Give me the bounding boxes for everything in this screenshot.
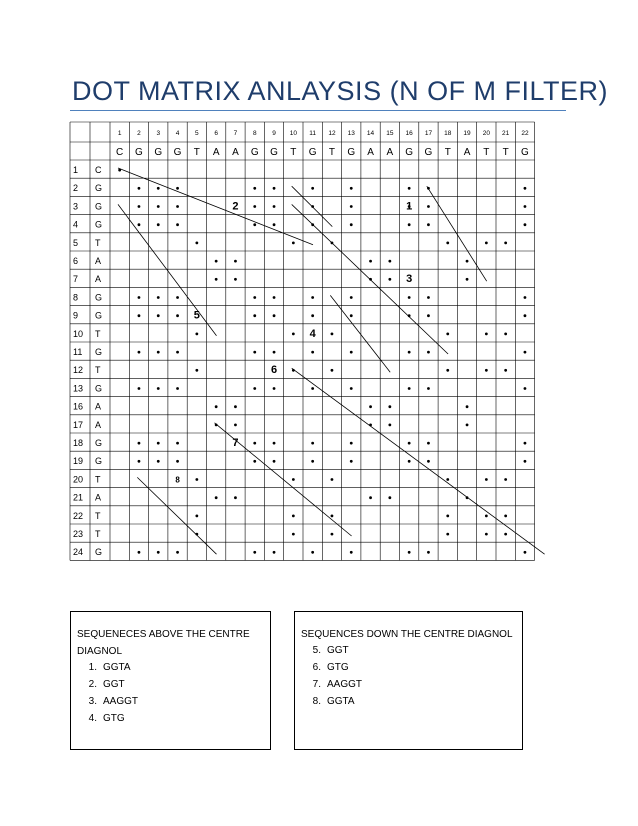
sequence-text: AAGGT [103,696,139,707]
column-number: 7 [233,130,238,137]
match-dot [273,187,276,190]
diagonal-run-line [292,186,333,226]
match-dot [138,296,141,299]
match-dot [524,187,527,190]
match-dot [408,460,411,463]
list-number: 2. [88,679,97,690]
sequence-text: GGT [327,645,349,656]
row-number: 20 [73,474,84,485]
match-dot [388,496,391,499]
sequence-text: GGT [103,679,125,690]
match-dot [253,351,256,354]
column-number: 11 [309,130,317,137]
row-letter: G [95,456,103,467]
column-number: 19 [463,130,471,137]
diagonal-run-line [330,295,390,372]
row-letter: G [95,347,103,357]
match-dot [253,223,256,226]
column-number: 2 [137,130,141,137]
column-number: 21 [502,130,510,137]
match-dot [311,442,314,445]
match-dot [215,278,218,281]
row-letter: T [95,529,101,539]
match-dot [408,296,411,299]
column-number: 13 [347,130,355,137]
match-dot [292,533,295,536]
match-dot [253,296,256,299]
sequences-above-item [71,659,138,676]
match-dot [273,296,276,299]
sequences-below-item [295,659,362,676]
sequences-above-item [71,710,138,727]
row-number: 7 [73,274,79,285]
match-dot [350,460,353,463]
match-dot [253,387,256,390]
match-dot [176,351,179,354]
match-dot [157,223,160,226]
match-dot [157,351,160,354]
match-dot [234,496,237,499]
sequence-text: GGTA [327,696,355,707]
match-dot [176,460,179,463]
column-letter: G [270,147,278,158]
region-label: 5 [193,309,200,322]
row-number: 18 [73,438,84,448]
match-dot [446,242,449,245]
region-label: 7 [232,437,239,449]
row-number: 11 [73,347,83,357]
row-number: 4 [73,219,79,230]
match-dot [524,205,527,208]
column-number: 6 [214,130,218,137]
row-number: 19 [73,456,84,467]
match-dot [331,369,334,372]
match-dot [350,187,353,190]
row-number: 16 [73,401,84,412]
match-dot [466,405,469,408]
column-letter: T [193,147,200,158]
match-dot [138,442,141,445]
list-number: 6. [312,662,321,673]
sequences-below-heading: SEQUENCES DOWN THE CENTRE DIAGNOL [301,629,513,640]
column-letter: T [502,147,509,158]
match-dot [234,424,237,427]
match-dot [157,460,160,463]
column-letter: G [424,147,433,158]
match-dot [524,314,527,317]
match-dot [350,551,353,554]
match-dot [446,533,449,536]
column-number: 8 [252,130,257,137]
sequences-above-item [71,676,138,693]
match-dot [408,551,411,554]
diagonal-run-line [137,477,216,554]
match-dot [350,442,353,445]
match-dot [138,223,141,226]
column-letter: A [463,147,471,158]
match-dot [524,296,527,299]
match-dot [157,387,160,390]
match-dot [273,351,276,354]
region-label: 1 [406,200,413,213]
match-dot [485,515,488,518]
match-dot [369,405,372,408]
match-dot [524,551,527,554]
match-dot [427,460,430,463]
match-dot [176,551,179,554]
match-dot [504,369,507,372]
column-letter: G [521,147,529,158]
match-dot [388,260,391,263]
match-dot [273,205,276,208]
row-letter: A [95,419,102,430]
row-number: 3 [73,201,79,212]
row-number: 12 [73,365,84,376]
match-dot [176,205,179,208]
match-dot [427,551,430,554]
column-letter: T [290,147,297,158]
column-letter: T [444,147,451,158]
column-number: 16 [405,130,413,137]
row-letter: C [95,165,102,175]
column-letter: T [328,147,336,158]
sequences-below-list [295,642,362,710]
column-letter: A [232,147,239,158]
column-number: 3 [156,130,161,137]
diagonal-run-line [427,186,487,281]
match-dot [273,223,276,226]
match-dot [311,314,314,317]
match-dot [369,260,372,263]
match-dot [253,187,256,190]
match-dot [273,442,276,445]
column-number: 20 [482,130,490,137]
row-letter: G [95,310,103,321]
match-dot [427,296,430,299]
match-dot [331,478,334,481]
match-dot [195,369,198,372]
match-dot [350,387,353,390]
match-dot [485,333,488,336]
match-dot [524,387,527,390]
match-dot [234,260,237,263]
match-dot [408,442,411,445]
region-label: 4 [309,327,316,340]
match-dot [427,223,430,226]
match-dot [176,314,179,317]
match-dot [253,460,256,463]
match-dot [485,242,488,245]
sequences-below-box [294,611,523,750]
row-letter: T [95,474,101,485]
column-number: 1 [117,130,122,137]
match-dot [311,296,314,299]
match-dot [273,551,276,554]
column-number: 14 [366,130,375,137]
list-number: 3. [88,696,97,707]
match-dot [427,205,430,208]
row-number: 23 [73,529,84,539]
match-dot [504,515,507,518]
sequence-text: GTG [103,713,125,724]
match-dot [176,223,179,226]
match-dot [524,460,527,463]
match-dot [427,387,430,390]
match-dot [138,205,141,208]
match-dot [350,351,353,354]
list-number: 4. [88,713,97,724]
page-title: DOT MATRIX ANLAYSIS (N OF M FILTER) [72,76,609,106]
match-dot [311,187,314,190]
match-dot [466,260,469,263]
column-number: 4 [175,130,180,137]
match-dot [331,333,334,336]
row-number: 10 [73,328,84,339]
sequences-above-item [71,693,138,710]
sequences-below-item [295,642,362,659]
match-dot [427,442,430,445]
column-number: 22 [521,130,529,137]
column-letter: A [212,147,220,158]
match-dot [388,405,391,408]
match-dot [176,296,179,299]
column-number: 9 [272,130,276,137]
match-dot [408,351,411,354]
match-dot [331,515,334,518]
match-dot [485,369,488,372]
match-dot [157,442,160,445]
match-dot [176,387,179,390]
match-dot [292,333,295,336]
match-dot [292,242,295,245]
row-number: 8 [73,292,79,303]
match-dot [215,260,218,263]
sequence-text: GTG [327,662,349,673]
column-letter: G [405,147,414,158]
match-dot [234,278,237,281]
column-letter: C [116,147,124,158]
match-dot [292,515,295,518]
column-letter: T [483,147,490,158]
column-letter: G [173,147,182,158]
match-dot [504,242,507,245]
match-dot [176,442,179,445]
sequences-above-box [70,611,271,750]
column-number: 18 [444,130,452,137]
column-number: 17 [424,130,433,137]
match-dot [234,405,237,408]
match-dot [485,478,488,481]
column-letter: A [386,147,394,158]
match-dot [253,551,256,554]
match-dot [273,314,276,317]
match-dot [485,533,488,536]
column-letter: A [367,147,374,158]
column-letter: G [308,147,317,158]
sequence-text: AAGGT [327,679,363,690]
row-number: 2 [73,183,79,194]
match-dot [157,551,160,554]
match-dot [524,351,527,354]
match-dot [504,333,507,336]
row-letter: A [95,274,102,285]
region-label: 2 [232,200,239,213]
row-number: 13 [73,383,84,394]
row-number: 1 [73,165,79,175]
row-letter: T [95,328,101,339]
list-number: 7. [312,679,321,690]
match-dot [138,387,141,390]
match-dot [504,533,507,536]
match-dot [157,205,160,208]
diagonal-run-line [118,204,217,335]
region-label: 6 [270,364,278,377]
match-dot [138,314,141,317]
match-dot [138,351,141,354]
match-dot [446,333,449,336]
row-letter: G [95,547,103,558]
match-dot [195,515,198,518]
match-dot [138,551,141,554]
match-dot [176,187,179,190]
match-dot [446,478,449,481]
column-number: 12 [328,130,336,137]
column-number: 15 [386,130,394,137]
match-dot [427,351,430,354]
match-dot [311,351,314,354]
row-letter: T [95,365,101,376]
match-dot [427,314,430,317]
row-number: 21 [73,492,84,503]
match-dot [195,242,198,245]
match-dot [253,205,256,208]
column-number: 5 [195,130,199,137]
sequences-below-item [295,676,362,693]
row-letter: A [95,256,102,266]
match-dot [311,551,314,554]
match-dot [157,314,160,317]
list-number: 8. [312,696,321,707]
match-dot [273,387,276,390]
row-number: 9 [73,310,79,321]
match-dot [253,314,256,317]
row-letter: G [95,438,103,448]
row-number: 22 [73,510,84,521]
region-label: 8 [175,475,180,485]
match-dot [138,460,141,463]
column-number: 10 [289,130,297,137]
row-letter: G [95,183,103,194]
match-dot [466,278,469,281]
match-dot [311,387,314,390]
row-letter: G [95,383,103,394]
match-dot [273,460,276,463]
match-dot [292,478,295,481]
match-dot [388,424,391,427]
row-number: 17 [73,419,84,430]
sequences-above-heading: SEQUENECES ABOVE THE CENTRE DIAGNOL [77,629,250,657]
match-dot [408,223,411,226]
list-number: 1. [88,662,97,673]
row-letter: T [95,237,101,248]
match-dot [504,478,507,481]
row-letter: A [95,492,102,503]
row-letter: A [95,401,102,412]
match-dot [408,387,411,390]
match-dot [524,442,527,445]
match-dot [350,314,353,317]
match-dot [524,223,527,226]
match-dot [350,296,353,299]
column-letter: G [135,147,143,158]
match-dot [388,278,391,281]
column-letter: G [154,147,163,158]
match-dot [157,187,160,190]
match-dot [157,296,160,299]
match-dot [466,424,469,427]
sequences-below-item [295,693,362,710]
region-label: 3 [406,273,413,286]
sequences-above-list [71,659,138,727]
match-dot [253,442,256,445]
match-dot [350,223,353,226]
row-letter: T [95,510,101,521]
row-number: 5 [73,237,79,248]
diagonal-run-line [292,368,545,554]
match-dot [215,496,218,499]
column-letter: G [347,147,356,158]
match-dot [446,515,449,518]
row-letter: G [95,219,103,230]
row-letter: G [95,292,103,303]
match-dot [138,187,141,190]
column-letter: G [250,147,259,158]
match-dot [446,369,449,372]
match-dot [195,478,198,481]
match-dot [331,533,334,536]
match-dot [195,333,198,336]
sequence-text: GGTA [103,662,131,673]
row-number: 6 [73,256,79,266]
match-dot [215,405,218,408]
row-letter: G [95,201,103,212]
list-number: 5. [312,645,321,656]
match-dot [311,460,314,463]
row-number: 24 [73,547,84,558]
match-dot [369,496,372,499]
match-dot [350,205,353,208]
match-dot [408,187,411,190]
